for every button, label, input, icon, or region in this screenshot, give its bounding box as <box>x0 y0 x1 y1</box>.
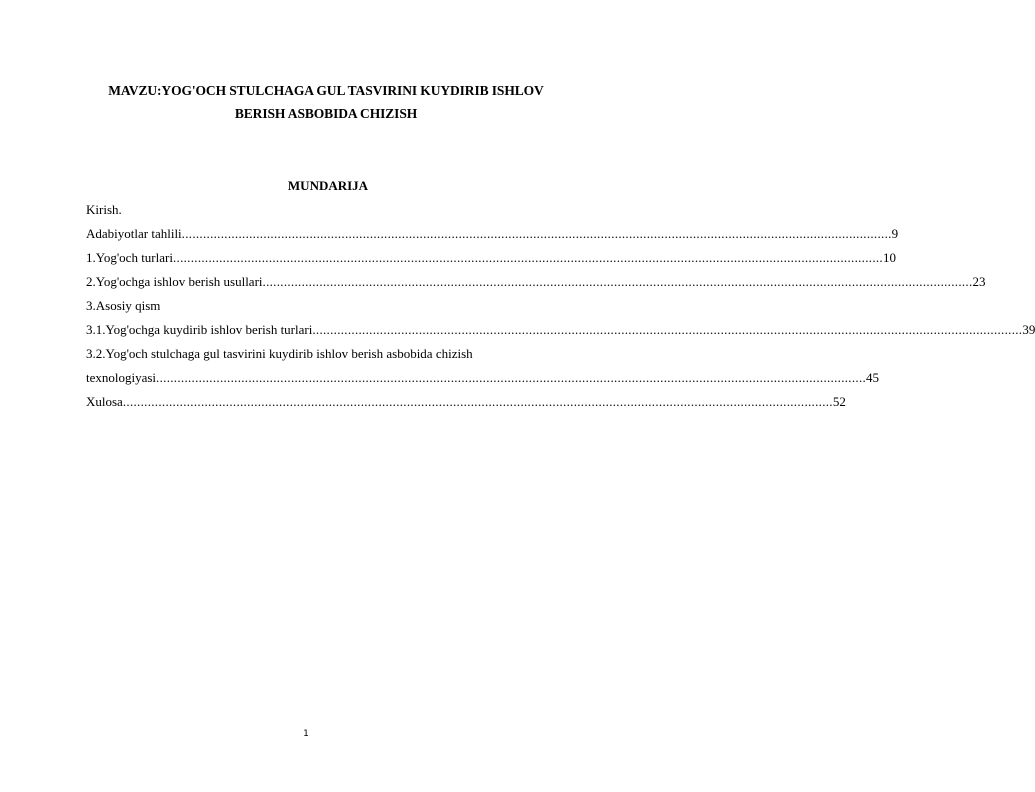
table-of-contents <box>86 201 1035 417</box>
document-title: MAVZU:YOG'OCH STULCHAGA GUL TASVIRINI KUYDIRIB ISHLOV BERISH ASBOBIDA CHIZISH <box>108 83 544 121</box>
page-number: 1 <box>303 729 309 739</box>
toc-leader-dots: ........................................................................................................................................................................................................ <box>262 274 973 289</box>
toc-entry-label: 2.Yog'ochga ishlov berish usullari <box>86 274 263 289</box>
toc-entry-page: 52 <box>832 394 846 409</box>
toc-entry-texnologiyasi[interactable] <box>86 369 880 393</box>
toc-entry-label: 1.Yog'och turlari <box>86 250 173 265</box>
toc-entry-page: 45 <box>866 370 880 385</box>
toc-entry-label: 3.1.Yog'ochga kuydirib ishlov berish turlari <box>86 322 313 337</box>
toc-leader-dots: ........................................................................................................................................................................................................ <box>156 370 867 385</box>
toc-entry-label: 3.Asosiy qism <box>86 298 161 313</box>
toc-entry-ishlov-usullari[interactable] <box>86 273 986 297</box>
toc-entry-kuydirib-turlari[interactable] <box>86 321 1035 345</box>
toc-entry-label: Xulosa <box>86 394 123 409</box>
toc-entry-page: 9 <box>891 226 899 241</box>
toc-entry-adabiyotlar[interactable] <box>86 225 899 249</box>
toc-heading: MUNDARIJA <box>287 178 369 193</box>
toc-entry-xulosa[interactable] <box>86 393 846 417</box>
toc-entry-label: Adabiyotlar tahlili <box>86 226 182 241</box>
toc-entry-kirish[interactable] <box>86 201 516 225</box>
toc-entry-label: Kirish. <box>86 202 122 217</box>
toc-leader-dots: ........................................................................................................................................................................................................ <box>172 250 883 265</box>
toc-entry-label: 3.2.Yog'och stulchaga gul tasvirini kuydirib ishlov berish asbobida chizish <box>86 346 473 361</box>
toc-entry-gul-tasviri[interactable] <box>86 345 516 369</box>
toc-leader-dots: ........................................................................................................................................................................................................ <box>122 394 833 409</box>
toc-entry-label: texnologiyasi <box>86 370 157 385</box>
toc-entry-page: 23 <box>972 274 986 289</box>
toc-entry-yogoch-turlari[interactable] <box>86 249 896 273</box>
toc-entry-asosiy-qism[interactable] <box>86 297 516 321</box>
toc-leader-dots: ........................................................................................................................................................................................................ <box>181 226 892 241</box>
toc-entry-page: 10 <box>882 250 896 265</box>
toc-entry-page: 39 <box>1022 322 1035 337</box>
toc-leader-dots: ........................................................................................................................................................................................................ <box>312 322 1023 337</box>
